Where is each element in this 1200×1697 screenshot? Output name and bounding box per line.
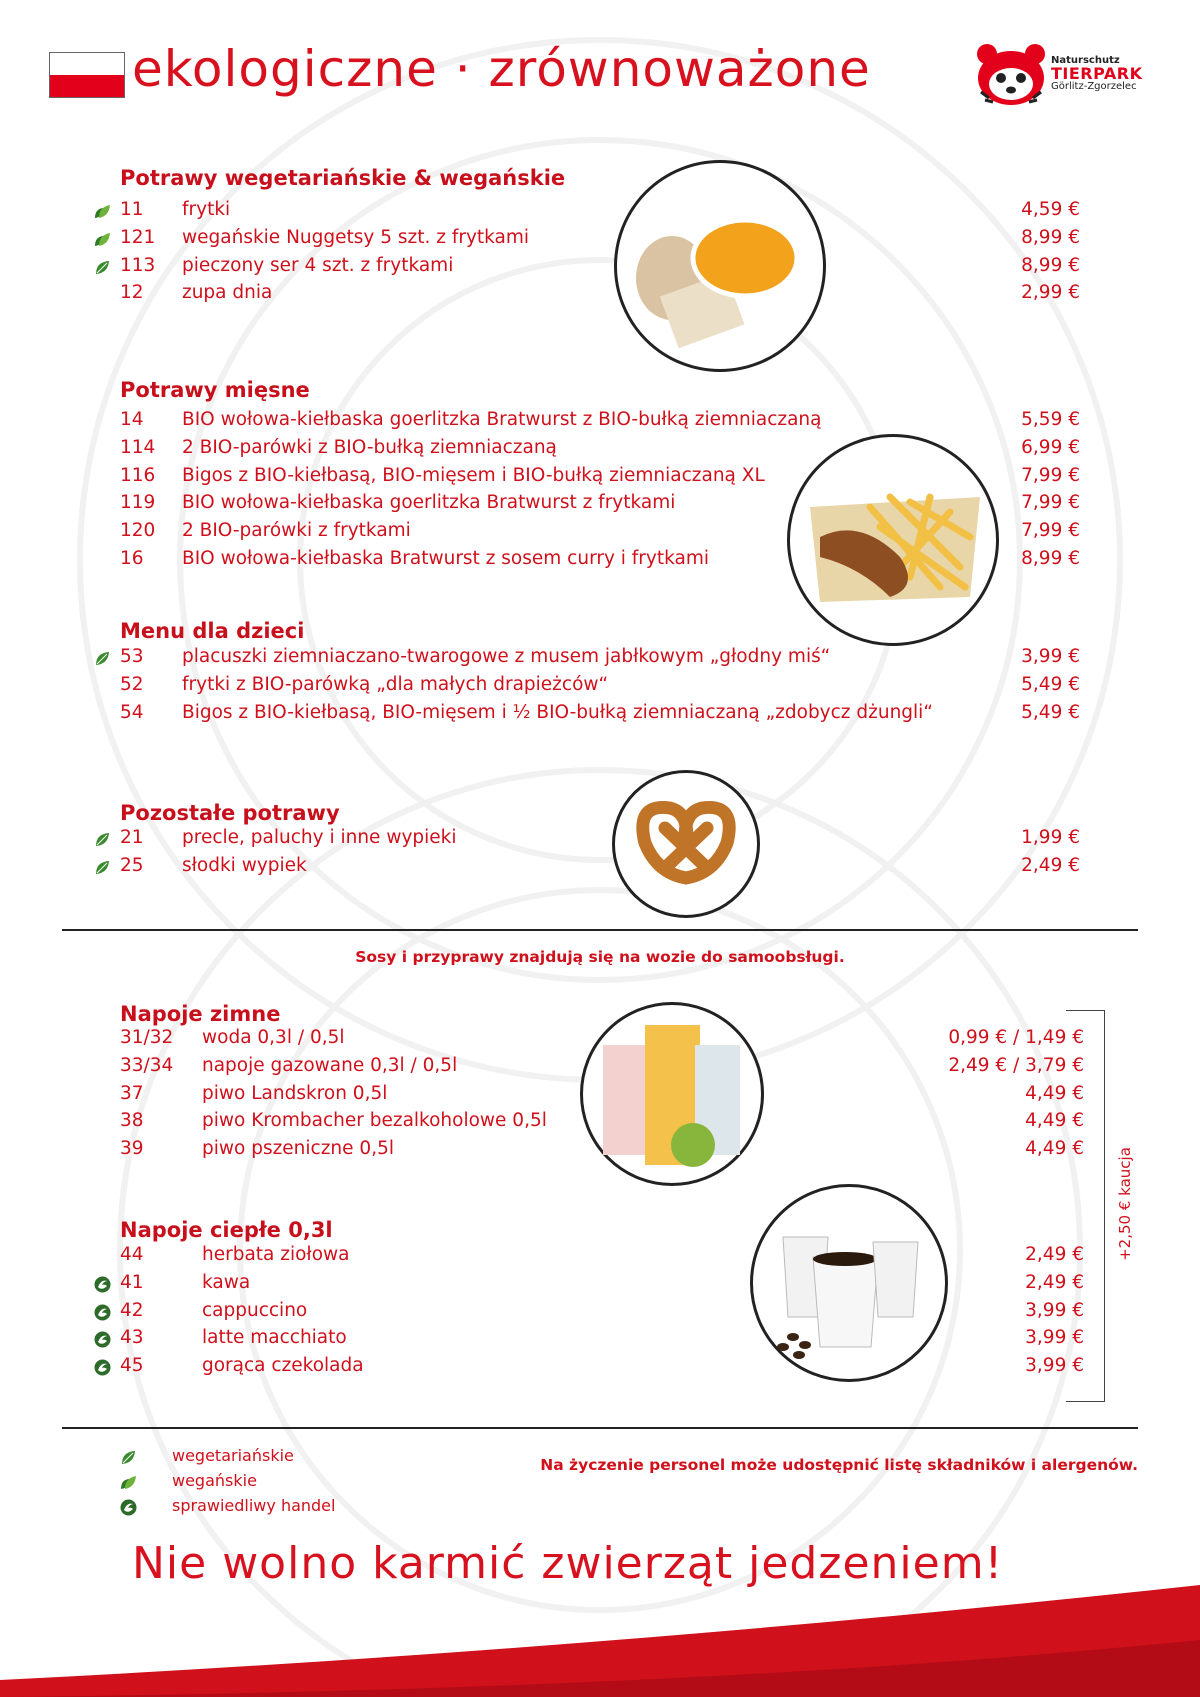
- item-price: 5,49 €: [1021, 701, 1080, 723]
- item-number: 31/32: [120, 1027, 174, 1048]
- vegetarian-icon: [94, 259, 111, 276]
- polish-flag: [49, 52, 125, 98]
- item-number: 37: [120, 1082, 144, 1104]
- vegetarian-icon: [94, 859, 111, 876]
- vegetarian-icon: [94, 831, 111, 848]
- menu-row: [120, 855, 1080, 881]
- item-price: 8,99 €: [1021, 254, 1080, 276]
- item-name: placuszki ziemniaczano-twarogowe z musem jabłkowym „głodny miś“: [182, 646, 831, 667]
- sauces-note: Sosy i przyprawy znajdują się na wozie do samoobsługi.: [355, 948, 845, 966]
- item-number: 41: [120, 1271, 144, 1293]
- menu-row: [120, 1110, 1084, 1136]
- vegetarian-icon: [94, 650, 111, 667]
- item-name: BIO wołowa-kiełbaska goerlitzka Bratwurst z frytkami: [182, 492, 676, 514]
- item-number: 16: [120, 548, 144, 569]
- vegan-icon: [94, 231, 111, 248]
- red-panda-icon: [975, 42, 1047, 108]
- item-name: pieczony ser 4 szt. z frytkami: [182, 254, 454, 276]
- item-number: 21: [120, 827, 144, 848]
- item-price: 3,99 €: [1025, 1355, 1084, 1377]
- menu-row: [120, 1082, 1084, 1109]
- menu-row: [120, 1271, 1084, 1298]
- item-name: BIO wołowa-kiełbaska goerlitzka Bratwurst z BIO-bułką ziemniaczaną: [182, 409, 822, 430]
- divider-top: [62, 929, 1138, 931]
- item-name: Bigos z BIO-kiełbasą, BIO-mięsem i ½ BIO-bułką ziemniaczaną „zdobycz dżungli“: [182, 701, 933, 723]
- menu-row: [120, 465, 1080, 491]
- item-name: zupa dnia: [182, 282, 273, 304]
- section-title-kids: Menu dla dzieci: [120, 619, 305, 643]
- item-price: 2,49 €: [1021, 854, 1080, 876]
- item-number: 38: [120, 1110, 144, 1132]
- item-number: 119: [120, 492, 156, 514]
- item-price: 3,99 €: [1021, 646, 1080, 667]
- item-number: 42: [120, 1299, 144, 1321]
- menu-row: [120, 1299, 1084, 1326]
- legend-vegan-label: wegańskie: [172, 1471, 257, 1490]
- fairtrade-icon: [94, 1331, 111, 1348]
- menu-row: [120, 199, 1080, 225]
- tierpark-logo: [975, 42, 1145, 108]
- menu-row: [120, 1027, 1084, 1053]
- menu-row: [120, 548, 1080, 574]
- item-name: cappuccino: [202, 1299, 308, 1321]
- item-price: 8,99 €: [1021, 548, 1080, 569]
- menu-row: [120, 492, 1080, 518]
- vegetarian-icon: [120, 1449, 137, 1466]
- item-number: 121: [120, 226, 156, 248]
- legend-fairtrade-label: sprawiedliwy handel: [172, 1496, 336, 1515]
- item-name: gorąca czekolada: [202, 1355, 364, 1377]
- item-name: piwo Krombacher bezalkoholowe 0,5l: [202, 1110, 547, 1132]
- item-price: 5,49 €: [1021, 673, 1080, 695]
- item-price: 4,49 €: [1025, 1082, 1084, 1104]
- item-price: 8,99 €: [1021, 226, 1080, 248]
- item-number: 116: [120, 464, 156, 486]
- item-price: 6,99 €: [1021, 436, 1080, 458]
- deposit-label: +2,50 € kaucja: [1116, 1147, 1134, 1261]
- item-number: 33/34: [120, 1054, 174, 1076]
- item-name: słodki wypiek: [182, 854, 307, 876]
- legend-vegetarian-label: wegetariańskie: [172, 1446, 294, 1465]
- vegan-icon: [120, 1474, 137, 1491]
- menu-row: [120, 1138, 1084, 1164]
- item-number: 52: [120, 673, 144, 695]
- item-price: 7,99 €: [1021, 464, 1080, 486]
- item-price: 4,49 €: [1025, 1138, 1084, 1160]
- item-name: latte macchiato: [202, 1327, 347, 1349]
- item-number: 54: [120, 701, 144, 723]
- item-price: 2,49 €: [1025, 1244, 1084, 1265]
- logo-line3: Görlitz-Zgorzelec: [1051, 81, 1137, 92]
- item-number: 45: [120, 1355, 144, 1377]
- logo-line2: TIERPARK: [1051, 64, 1143, 83]
- menu-row: [120, 1327, 1084, 1353]
- item-name: precle, paluchy i inne wypieki: [182, 827, 457, 848]
- item-price: 4,59 €: [1021, 199, 1080, 220]
- menu-row: [120, 1054, 1084, 1081]
- menu-row: [120, 674, 1080, 700]
- item-price: 2,99 €: [1021, 282, 1080, 304]
- section-title-meat: Potrawy mięsne: [120, 378, 310, 402]
- item-price: 3,99 €: [1025, 1327, 1084, 1349]
- menu-row: [120, 1244, 1084, 1270]
- menu-row: [120, 827, 1080, 853]
- menu-row: [120, 255, 1080, 281]
- item-number: 14: [120, 409, 144, 430]
- item-name: 2 BIO-parówki z frytkami: [182, 520, 411, 542]
- item-name: frytki z BIO-parówką „dla małych drapieżców“: [182, 673, 609, 695]
- item-price: 0,99 € / 1,49 €: [948, 1027, 1084, 1048]
- item-name: napoje gazowane 0,3l / 0,5l: [202, 1054, 458, 1076]
- section-title-cold-drinks: Napoje zimne: [120, 1002, 281, 1026]
- item-price: 7,99 €: [1021, 492, 1080, 514]
- vegan-icon: [94, 203, 111, 220]
- item-price: 5,59 €: [1021, 409, 1080, 430]
- fairtrade-icon: [94, 1276, 111, 1293]
- menu-row: [120, 1355, 1084, 1381]
- page-title: ekologiczne · zrównoważone: [132, 40, 871, 98]
- item-price: 1,99 €: [1021, 827, 1080, 848]
- item-price: 7,99 €: [1021, 520, 1080, 542]
- item-name: wegańskie Nuggetsy 5 szt. z frytkami: [182, 226, 530, 248]
- section-title-other: Pozostałe potrawy: [120, 801, 340, 825]
- item-price: 2,49 € / 3,79 €: [948, 1054, 1084, 1076]
- item-number: 39: [120, 1138, 144, 1160]
- item-name: herbata ziołowa: [202, 1244, 350, 1265]
- item-number: 43: [120, 1327, 144, 1349]
- menu-row: [120, 702, 1080, 728]
- menu-row: [120, 282, 1080, 308]
- item-number: 114: [120, 436, 156, 458]
- section-title-vegetarian: Potrawy wegetariańskie & wegańskie: [120, 166, 566, 190]
- footer-slogan: Nie wolno karmić zwierząt jedzeniem!: [132, 1538, 1004, 1589]
- item-number: 44: [120, 1244, 144, 1265]
- item-price: 2,49 €: [1025, 1271, 1084, 1293]
- fairtrade-icon: [120, 1499, 137, 1516]
- section-title-hot-drinks: Napoje ciepłe 0,3l: [120, 1218, 333, 1242]
- menu-row: [120, 646, 1080, 672]
- item-number: 53: [120, 646, 144, 667]
- item-name: frytki: [182, 199, 231, 220]
- item-number: 25: [120, 854, 144, 876]
- item-price: 4,49 €: [1025, 1110, 1084, 1132]
- menu-row: [120, 227, 1080, 253]
- menu-row: [120, 409, 1080, 435]
- item-name: woda 0,3l / 0,5l: [202, 1027, 345, 1048]
- item-number: 11: [120, 199, 144, 220]
- item-name: 2 BIO-parówki z BIO-bułką ziemniaczaną: [182, 436, 557, 458]
- item-number: 113: [120, 254, 156, 276]
- divider-bottom: [62, 1427, 1138, 1429]
- item-name: kawa: [202, 1271, 251, 1293]
- allergen-note: Na życzenie personel może udostępnić listę składników i alergenów.: [540, 1456, 1138, 1474]
- fairtrade-icon: [94, 1359, 111, 1376]
- menu-row: [120, 520, 1080, 546]
- item-price: 3,99 €: [1025, 1299, 1084, 1321]
- item-number: 120: [120, 520, 156, 542]
- item-name: piwo pszeniczne 0,5l: [202, 1138, 394, 1160]
- item-number: 12: [120, 282, 144, 304]
- logo-line1: Naturschutz: [1051, 55, 1120, 66]
- fairtrade-icon: [94, 1304, 111, 1321]
- item-name: Bigos z BIO-kiełbasą, BIO-mięsem i BIO-bułką ziemniaczaną XL: [182, 464, 765, 486]
- item-name: piwo Landskron 0,5l: [202, 1082, 388, 1104]
- item-name: BIO wołowa-kiełbaska Bratwurst z sosem curry i frytkami: [182, 548, 710, 569]
- menu-row: [120, 437, 1080, 463]
